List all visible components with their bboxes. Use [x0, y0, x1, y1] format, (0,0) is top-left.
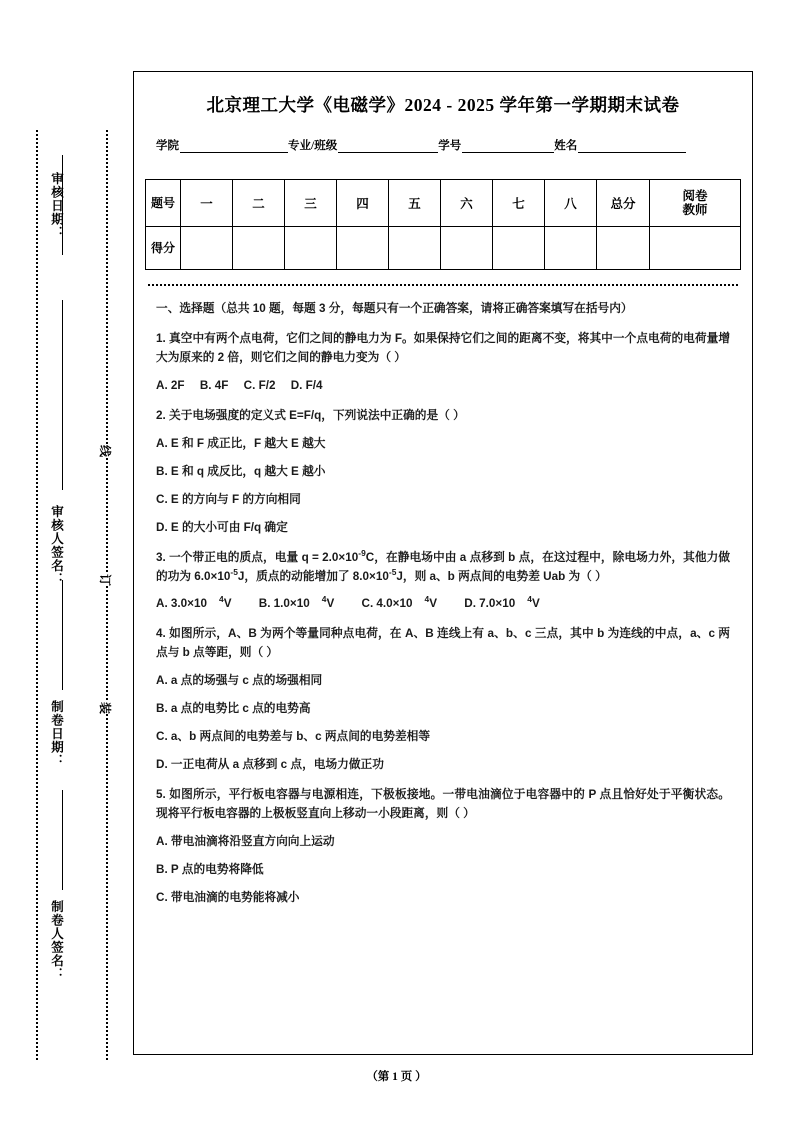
question-3-text: 一个带正电的质点，电量 $q = 2.0\times 10^{-9}C$，在静电场中由 a 点移到 b 点，在这过程中，除电场力外，其他力做的功为 $6.0\times 10^{-5}J$，质点的动能增加了 $8.0\times 10^{-5}J$，则 a、b 两点间的电势差 Uab 为（ ） [156, 547, 731, 583]
question-3-option-d[interactable]: D. 7.0×10 $^4$V [464, 594, 540, 611]
table-row [146, 180, 741, 227]
sup-exp-3: -5 [388, 566, 397, 577]
score-cell-5[interactable] [389, 227, 441, 270]
sup-exp-1: -9 [358, 547, 366, 558]
score-table [145, 179, 741, 270]
page-title: 北京理工大学《电磁学》2024 - 2025 学年第一学期期末试卷 [206, 95, 680, 115]
col-header-total: 总分 [597, 180, 650, 227]
col-header-1: 一 [181, 180, 233, 227]
question-1-stem [156, 330, 730, 368]
question-5-option-c[interactable]: C. 带电油滴的电势能将减小 [156, 890, 300, 904]
name-input[interactable] [578, 139, 686, 153]
col-header-5: 五 [389, 180, 441, 227]
question-4-option-d[interactable]: D. 一正电荷从 a 点移到 c 点，电场力做正功 [156, 758, 384, 772]
student-id-label: 学号 [438, 140, 462, 152]
col-header-4: 四 [337, 180, 389, 227]
question-body [156, 300, 730, 908]
question-1-option-a[interactable]: A. 2F [156, 378, 185, 392]
question-4-option-a[interactable]: A. a 点的场强与 c 点的场强相同 [156, 674, 323, 688]
margin-rule-3 [62, 580, 63, 690]
student-info-line [156, 137, 734, 153]
question-3-option-c[interactable]: C. 4.0×10 $^4$V [361, 594, 437, 611]
reviewer-signature-label: 审核人签名： [49, 505, 64, 586]
question-5-number: 5. [156, 788, 166, 802]
question-5-stem [156, 786, 730, 824]
score-cell-6[interactable] [441, 227, 493, 270]
col-header-grader [650, 180, 741, 227]
question-4-option-c[interactable]: C. a、b 两点间的电势差与 b、c 两点间的电势差相等 [156, 730, 431, 744]
question-2-option-b[interactable]: B. E 和 q 成反比，q 越大 E 越小 [156, 464, 326, 478]
question-1-options [156, 377, 730, 396]
margin-rule-4 [62, 790, 63, 890]
col-header-2: 二 [233, 180, 285, 227]
review-date-label: 审核日期： [49, 172, 64, 240]
question-2-number: 2. [156, 408, 166, 422]
question-3-option-b[interactable]: B. 1.0×10 $^4$V [258, 594, 335, 611]
score-cell-1[interactable] [181, 227, 233, 270]
question-5-option-b[interactable]: B. P 点的电势将降低 [156, 863, 264, 877]
question-1-number: 1. [156, 331, 166, 345]
score-cell-total[interactable] [597, 227, 650, 270]
exam-paper-frame [133, 71, 753, 1055]
grader-label-line2: 教师 [682, 203, 708, 217]
question-4-stem [156, 625, 730, 663]
fold-mark-pack: 装 [98, 701, 113, 715]
question-3-stem [156, 549, 730, 587]
score-cell-4[interactable] [337, 227, 389, 270]
sup-exp-2: -5 [230, 566, 238, 577]
question-1-text: 真空中有两个点电荷，它们之间的静电力为 F。如果保持它们之间的距离不变，将其中一个点电荷的电荷量增大为原来的 2 倍，则它们之间的静电力变为（ ） [156, 331, 731, 364]
col-header-6: 六 [441, 180, 493, 227]
question-4-number: 4. [156, 627, 166, 641]
question-2-option-c[interactable]: C. E 的方向与 F 的方向相同 [156, 492, 301, 506]
col-header-3: 三 [285, 180, 337, 227]
question-2-text: 关于电场强度的定义式 E=F/q，下列说法中正确的是（ ） [169, 408, 465, 422]
fold-mark-line: 线 [98, 444, 113, 458]
major-class-input[interactable] [338, 139, 438, 153]
score-cell-2[interactable] [233, 227, 285, 270]
question-number-row-label: 题号 [146, 180, 181, 227]
col-header-7: 七 [493, 180, 545, 227]
grader-label-line1: 阅卷 [682, 188, 708, 203]
question-2-option-d[interactable]: D. E 的大小可由 F/q 确定 [156, 520, 288, 534]
col-header-8: 八 [545, 180, 597, 227]
college-label: 学院 [156, 140, 179, 152]
score-cell-3[interactable] [285, 227, 337, 270]
fold-mark-bind: 订 [98, 573, 113, 587]
score-cell-8[interactable] [545, 227, 597, 270]
question-2-option-a[interactable]: A. E 和 F 成正比，F 越大 E 越大 [156, 436, 326, 450]
margin-rule-2 [62, 300, 63, 490]
paper-maker-signature-label: 制卷人签名： [49, 900, 64, 981]
left-margin-strip [0, 0, 128, 1122]
page-footer: （第 1 页 ） [366, 1071, 427, 1083]
score-row-label: 得分 [146, 227, 181, 270]
question-3-option-a[interactable]: A. 3.0×10 $^4$V [156, 594, 232, 611]
question-1-option-c[interactable]: C. F/2 [243, 378, 276, 392]
question-5-text: 如图所示，平行板电容器与电源相连，下极板接地。一带电油滴位于电容器中的 P 点且恰好处于平衡状态。现将平行板电容器的上极板竖直向上移动一小段距离，则（ ） [156, 788, 730, 821]
table-row [146, 227, 741, 270]
score-cell-7[interactable] [493, 227, 545, 270]
question-5-option-a[interactable]: A. 带电油滴将沿竖直方向向上运动 [156, 835, 335, 849]
dotted-separator [148, 284, 738, 286]
section-heading-choice: 一、选择题（总共 10 题，每题 3 分，每题只有一个正确答案，请将正确答案填写在括号内） [156, 302, 633, 315]
name-label: 姓名 [554, 140, 578, 152]
inner-dotted-line [106, 130, 108, 1060]
question-1-option-d[interactable]: D. F/4 [290, 378, 323, 392]
score-cell-grader[interactable] [650, 227, 741, 270]
outer-dotted-line [36, 130, 38, 1060]
question-4-text: 如图所示，A、B 为两个等量同种点电荷，在 A、B 连线上有 a、b、c 三点，其中 b 为连线的中点，a、c 两点与 b 点等距，则（ ） [156, 627, 730, 660]
question-3-number: 3. [156, 550, 166, 564]
question-3-options [156, 595, 730, 614]
question-2-stem [156, 407, 730, 426]
paper-date-label: 制卷日期： [49, 700, 64, 768]
student-id-input[interactable] [462, 139, 554, 153]
question-4-option-b[interactable]: B. a 点的电势比 c 点的电势高 [156, 702, 311, 716]
question-1-option-b[interactable]: B. 4F [199, 378, 229, 392]
major-class-label: 专业/班级 [288, 140, 338, 152]
college-input[interactable] [180, 139, 288, 153]
